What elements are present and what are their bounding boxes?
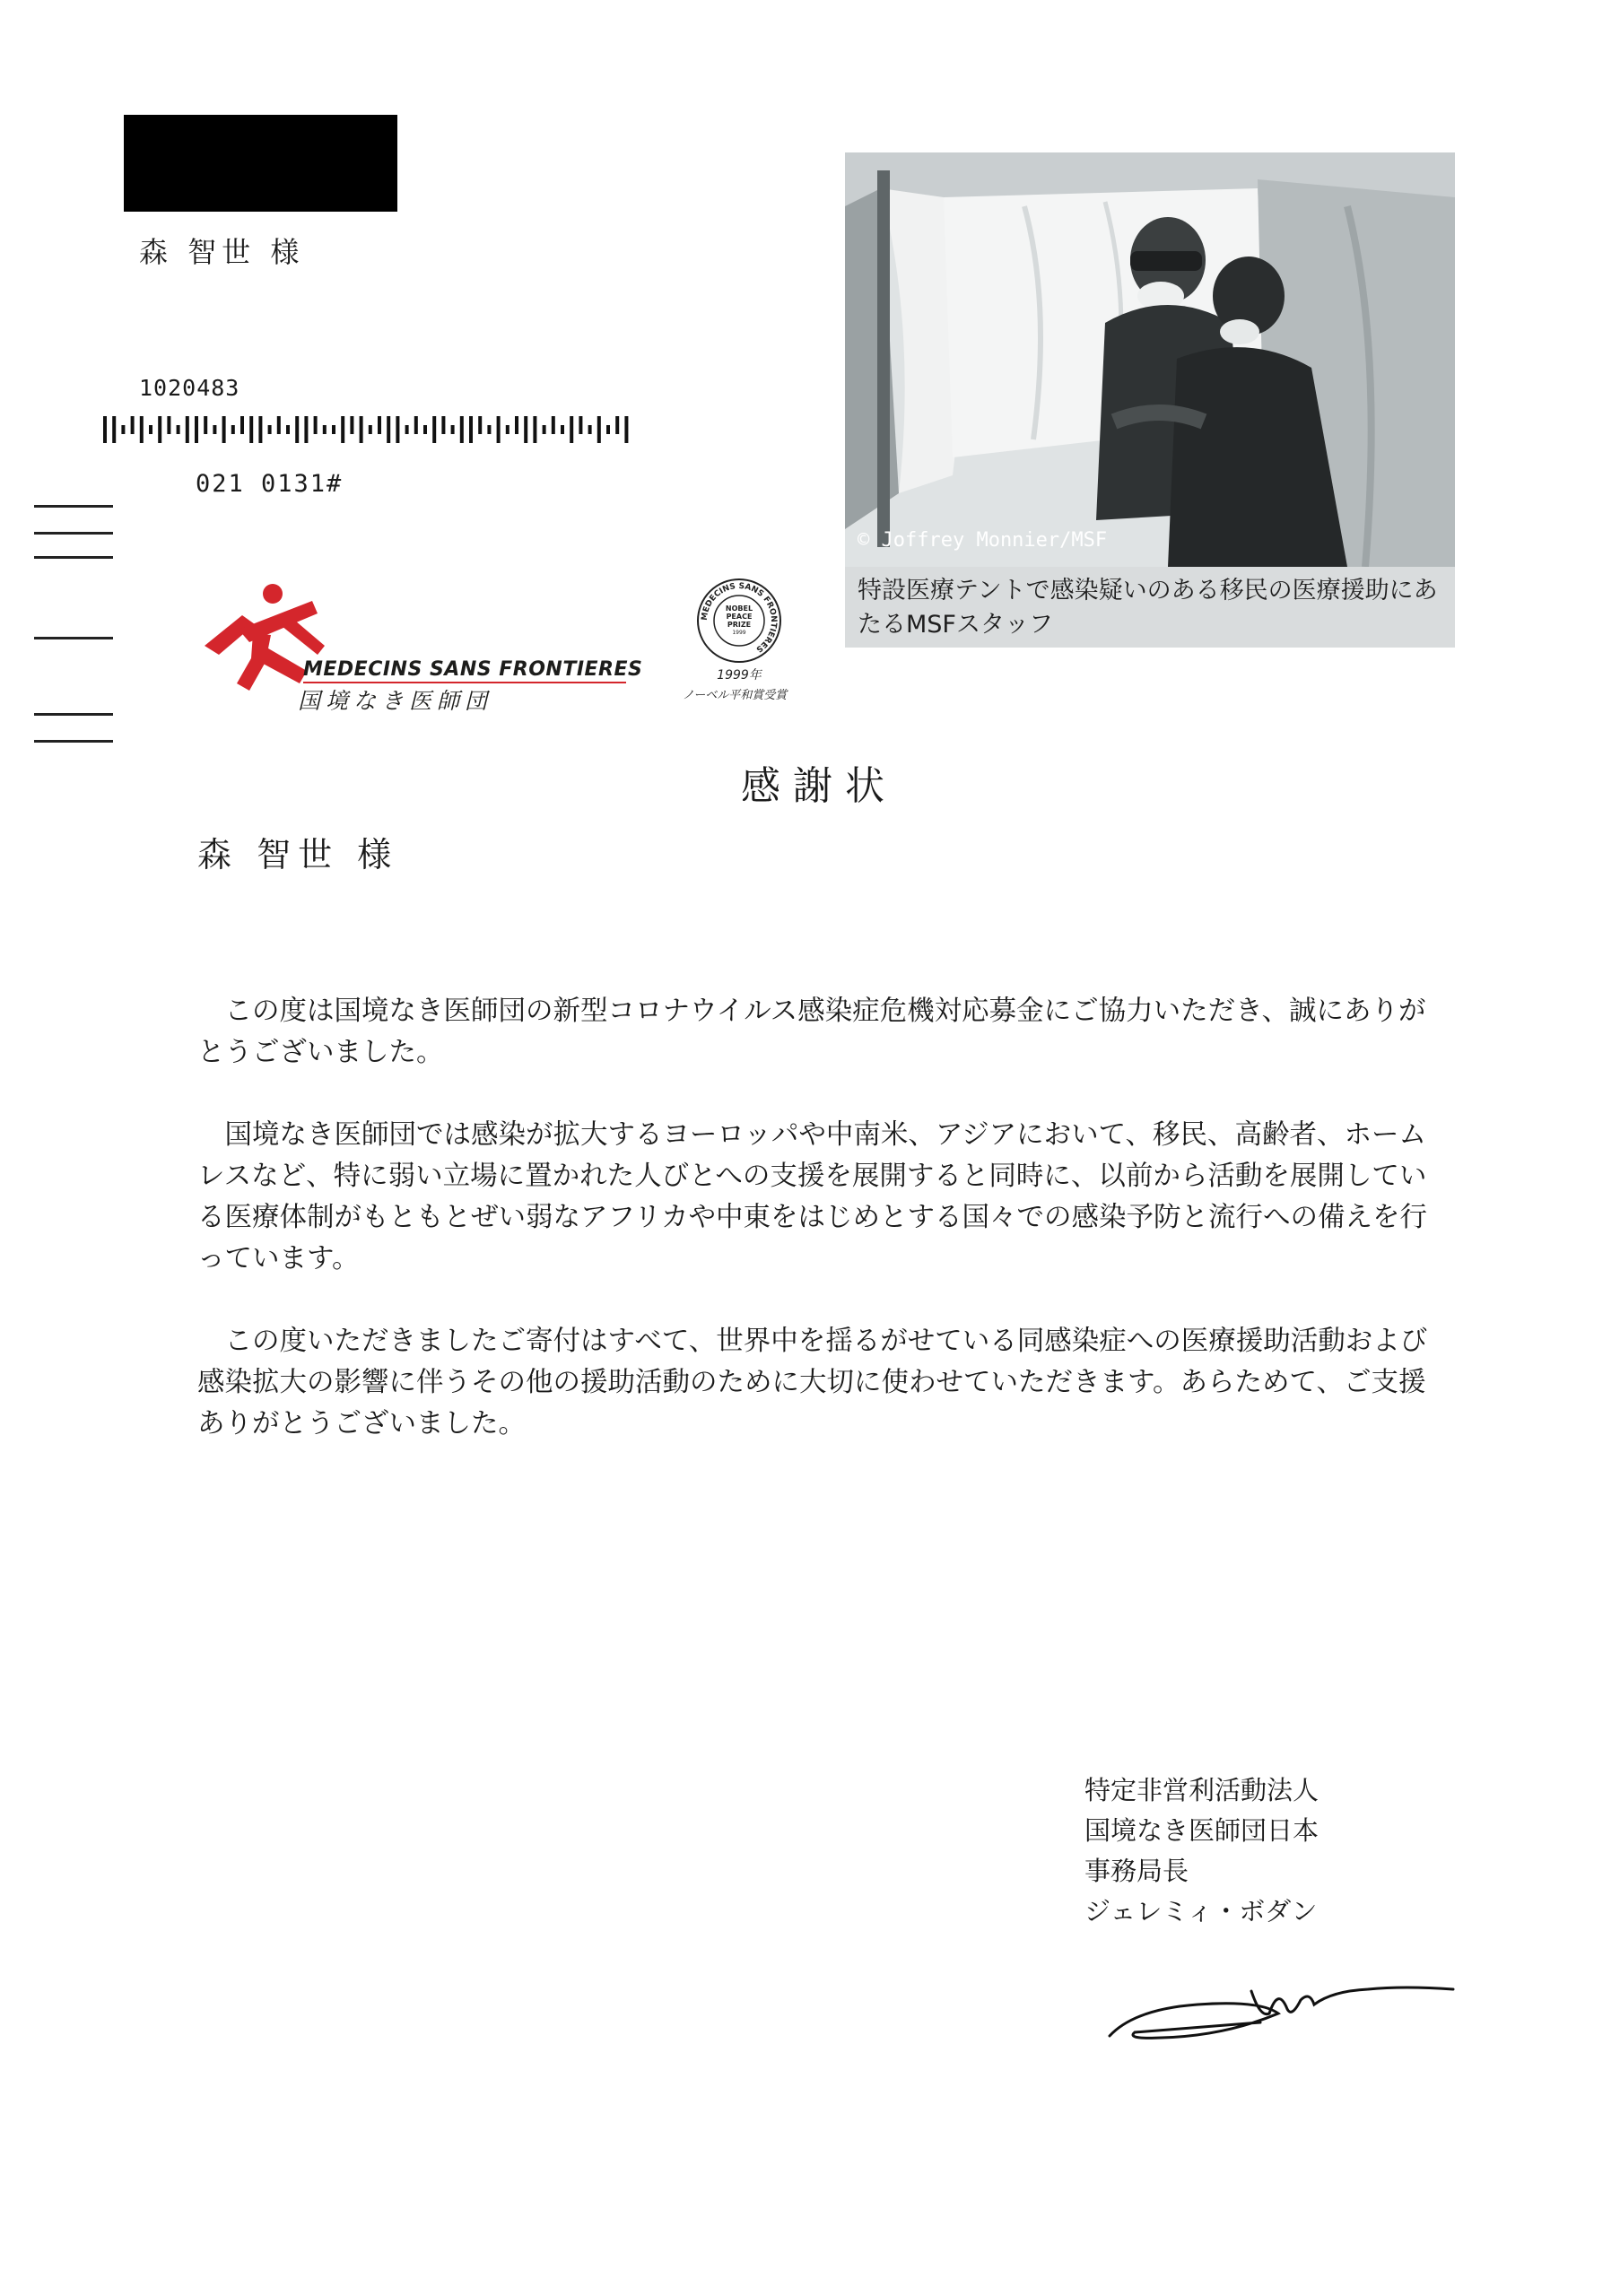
nobel-label: ノーベル平和賞受賞 xyxy=(682,689,788,702)
fold-mark xyxy=(34,505,113,508)
barcode-bar xyxy=(112,416,116,443)
barcode-bar xyxy=(332,425,335,434)
barcode-bar xyxy=(213,425,216,434)
barcode-bar xyxy=(497,416,501,443)
barcode-bar xyxy=(369,425,372,434)
barcode-bar xyxy=(515,416,518,434)
redacted-address xyxy=(124,115,397,212)
barcode-bar xyxy=(606,425,610,434)
barcode-bar xyxy=(268,425,272,434)
address-recipient-name: 森 智世 様 xyxy=(139,235,305,269)
tent-scene-image xyxy=(845,152,1455,567)
logo-english-name: MEDECINS SANS FRONTIERES xyxy=(303,658,643,681)
barcode-bar xyxy=(405,425,409,434)
barcode-bar xyxy=(314,416,318,434)
barcode-bar xyxy=(624,416,628,443)
barcode-bar xyxy=(286,425,290,434)
document-title: 感謝状 xyxy=(741,763,897,809)
photo-caption: 特設医療テントで感染疑いのある移民の医療援助にあたるMSFスタッフ xyxy=(858,577,1438,639)
org-type: 特定非営利活動法人 xyxy=(1084,1775,1320,1805)
barcode-bar xyxy=(396,416,399,443)
barcode-bar xyxy=(423,425,427,434)
barcode-bar xyxy=(167,416,170,434)
letter-body xyxy=(197,991,1444,1486)
msf-logo xyxy=(199,579,643,714)
barcode-bar xyxy=(158,416,161,443)
org-name: 国境なき医師団日本 xyxy=(1084,1815,1320,1846)
barcode-bar xyxy=(441,416,445,434)
photo-caption-box xyxy=(845,567,1455,648)
nobel-badge xyxy=(667,576,802,710)
nobel-peace-prize-seal-icon xyxy=(694,576,784,665)
barcode-bar xyxy=(552,416,555,434)
barcode-bar xyxy=(131,416,135,434)
body-paragraph: この度は国境なき医師団の新型コロナウイルス感染症危機対応募金にご協力いただき、誠にありがとうございました。 xyxy=(197,996,1426,1068)
barcode-bar xyxy=(195,416,198,443)
barcode-bar xyxy=(360,416,363,443)
body-paragraph: この度いただきましたご寄付はすべて、世界中を揺るがせている同感染症への医療援助活動および感染拡大の影響に伴うその他の援助活動のために大切に使わせていただきます。あらためて、ご支援ありがとうございました。 xyxy=(197,1326,1428,1439)
customer-serial: 021 0131# xyxy=(196,470,344,498)
barcode-bar xyxy=(579,416,582,434)
barcode-bar xyxy=(295,416,299,443)
signatory-name: ジェレミィ・ボダン xyxy=(1084,1896,1318,1926)
barcode-bar xyxy=(341,416,344,443)
body-paragraph: 国境なき医師団では感染が拡大するヨーロッパや中南米、アジアにおいて、移民、高齢者、ホームレスなど、特に弱い立場に置かれた人びとへの支援を展開すると同時に、以前から活動を展開している医療体制がもともとぜい弱なアフリカや中東をはじめとする国々での感染予防と流行への備えを行っています。 xyxy=(197,1119,1427,1274)
barcode-bar xyxy=(204,416,207,434)
logo-japanese-name: 国境なき医師団 xyxy=(298,688,493,714)
barcode-bar xyxy=(615,416,619,434)
barcode-bar xyxy=(121,425,125,434)
barcode-bar xyxy=(277,416,281,434)
barcode-bar xyxy=(414,416,418,434)
barcode-bar xyxy=(177,425,180,434)
handwritten-signature xyxy=(1099,1964,1476,2063)
barcode-bar xyxy=(432,416,436,443)
postal-barcode xyxy=(103,416,637,443)
barcode-bar xyxy=(524,416,527,443)
fold-mark xyxy=(34,556,113,559)
barcode-bar xyxy=(597,416,601,443)
fold-mark xyxy=(34,740,113,743)
barcode-bar xyxy=(350,416,353,434)
postal-code: 1020483 xyxy=(139,375,240,401)
barcode-bar xyxy=(487,425,491,434)
photo-credit: © Joffrey Monnier/MSF xyxy=(858,529,1108,552)
signature-block xyxy=(1084,1770,1319,1932)
barcode-bar xyxy=(378,416,381,434)
barcode-bar xyxy=(186,416,189,443)
barcode-bar xyxy=(588,425,592,434)
barcode-bar xyxy=(469,416,473,443)
barcode-bar xyxy=(249,416,253,443)
barcode-bar xyxy=(387,416,390,443)
barcode-bar xyxy=(533,416,536,443)
barcode-bar xyxy=(149,425,152,434)
barcode-bar xyxy=(478,416,482,434)
fold-mark xyxy=(34,637,113,639)
fold-mark xyxy=(34,713,113,716)
barcode-bar xyxy=(460,416,464,443)
seal-inner-text: NOBEL PEACE PRIZE xyxy=(725,604,753,629)
staff-photo xyxy=(845,152,1455,648)
barcode-bar xyxy=(140,416,144,443)
barcode-bar xyxy=(222,416,226,443)
barcode-bar xyxy=(103,416,107,443)
seal-ring-text: MEDECINS SANS FRONTIERES xyxy=(700,581,779,654)
barcode-bar xyxy=(506,425,510,434)
nobel-year: 1999年 xyxy=(717,668,762,683)
signatory-position: 事務局長 xyxy=(1084,1856,1189,1886)
seal-year: 1999 xyxy=(732,630,746,636)
barcode-bar xyxy=(231,425,235,434)
barcode-bar xyxy=(561,425,564,434)
fold-mark xyxy=(34,532,113,535)
letter-recipient: 森 智世 様 xyxy=(197,835,399,874)
barcode-bar xyxy=(258,416,262,443)
barcode-bar xyxy=(240,416,244,434)
barcode-bar xyxy=(451,425,455,434)
barcode-bar xyxy=(543,425,546,434)
barcode-bar xyxy=(323,425,327,434)
barcode-bar xyxy=(304,416,308,443)
barcode-bar xyxy=(570,416,573,443)
